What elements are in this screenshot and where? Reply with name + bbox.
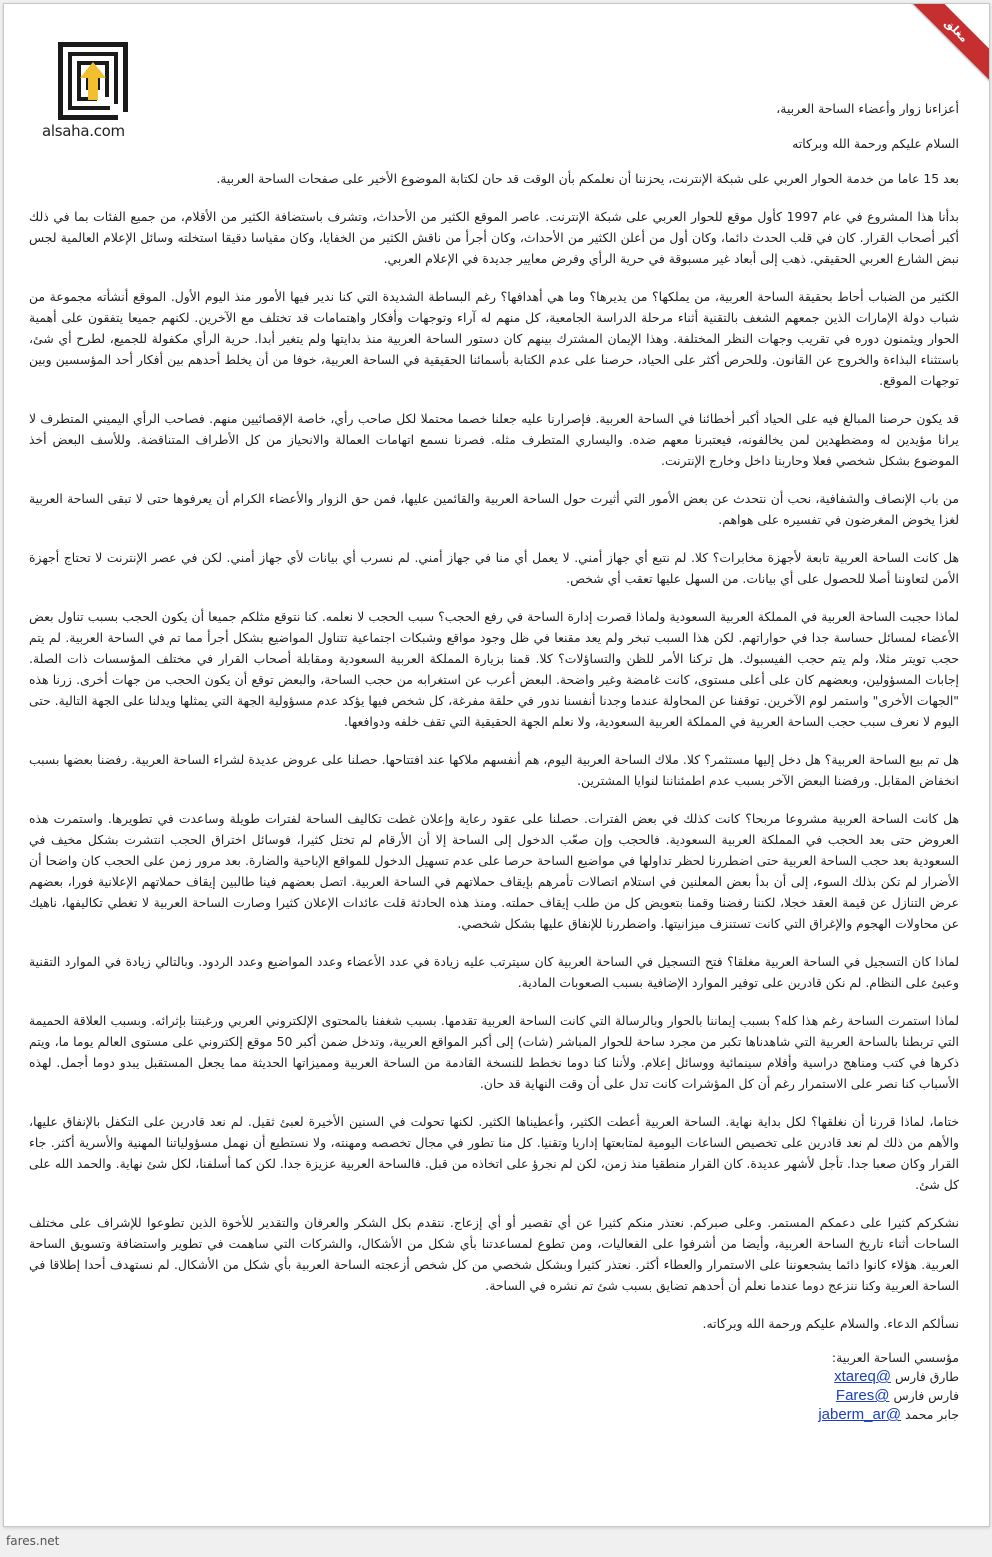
founder-name: جابر محمد xyxy=(905,1407,959,1422)
paragraph: بدأنا هذا المشروع في عام 1997 كأول موقع للحوار العربي على شبكة الإنترنت. عاصر الموقع الكثير من الأحداث، وتشرف باستضافة الكثير من الأقلام، من جميع الفئات بما في ذلك أكبر أصحاب القرار. كان في قلب الحدث دائما، وكان أول من أعلن الكثير من الأحداث، وكان أجرأ من ناقش الكثير من الخفايا، وكان مقياسا دقيقا استخلته وسائل الإعلام العالمية لجس نبض الشارع العربي الحقيقي. ذهب إلى أبعاد غير مسبوقة في حرية الرأي وفرض معايير جديدة في الإعلام العربي. xyxy=(29,209,960,266)
founders-heading: مؤسسي الساحة العربية: xyxy=(831,1350,959,1365)
paragraph: لماذا كان التسجيل في الساحة العربية مغلقا؟ فتح التسجيل في الساحة العربية كان سيترتب عليه زيادة في عدد الأعضاء وعدد المواضيع وعدد الردود. وبالتالي زيادة في الموارد التقنية وعبئ على النظام. لم نكن قادرين على توفير الموارد الإضافية بسبب الصعوبات المادية. xyxy=(29,954,959,990)
paragraph: هل تم بيع الساحة العربية؟ هل دخل إليها مستثمر؟ كلا. ملاك الساحة العربية اليوم، هم أنفسهم ملاكها عند افتتاحها. حصلنا على عروض عديدة لشراء الساحة العربية. رفضنا بعضها بسبب انخفاض المقابل. ورفضنا البعض الآخر بسبب عدم اطمئناننا لنوايا المشترين. xyxy=(29,752,959,788)
logo-text: alsaha.com xyxy=(42,122,125,140)
paragraph: بعد 15 عاما من خدمة الحوار العربي على شبكة الإنترنت، يحزننا أن نعلمكم بأن الوقت قد حان لكتابة الموضوع الأخير على صفحات الساحة العربية. xyxy=(216,171,959,186)
letter-body xyxy=(29,98,959,1424)
letter-card xyxy=(3,3,990,1527)
founders-signature xyxy=(29,1348,959,1424)
founder-row xyxy=(29,1367,959,1386)
founder-row xyxy=(29,1405,959,1424)
founder-row xyxy=(29,1386,959,1405)
founder-name: طارق فارس xyxy=(895,1369,959,1384)
paragraph: ختاما، لماذا قررنا أن نغلقها؟ لكل بداية نهاية. الساحة العربية أعطت الكثير، وأعطيناها الكثير. لكنها تحولت في السنين الأخيرة لعبئ ثقيل. لم نعد قادرين على التكفل بالإنفاق عليها، والأهم من ذلك لم نعد قادرين على تخصيص الساعات اليومية لمتابعتها إداريا وتقنيا. كل منا تطور في مجال تخصصه ومهنته، ولا نستطيع أن نهمل مسؤولياتنا المهنية والأسرية أكثر. جاء القرار وكان صعبا جدا. تأجل لأشهر عديدة. كان القرار منطقيا منذ زمن، لكن لم نجرؤ على اتخاذه من قبل. فالساحة العربية عزيزة جدا. لكن كما أسلفنا، لكل شئ نهاية. والحمد الله على كل شئ. xyxy=(29,1114,959,1192)
paragraph: الكثير من الضباب أحاط بحقيقة الساحة العربية، من يملكها؟ من يديرها؟ وما هي أهدافها؟ رغم البساطة الشديدة التي كنا ندير فيها الأمور منذ اليوم الأول. الموقع أنشأته مجموعة من شباب دولة الإمارات الذين جمعهم الشغف بالتقنية أثناء مرحلة الدراسة الجامعية، كل منهم له آراء وتوجهات وأفكار واهتمامات قد تختلف مع الآخرين. لكنهم جميعا يتفقون على أهمية الحوار ويثمنون دوره في تقريب وجهات النظر المختلفة. وهذا الإيمان المشترك بينهم كان دستور الساحة العربية منذ بدايتها ولم يتغير أبدا. حرية الرأي مكفولة للجميع، لطرح أي شئ، باستثناء البذاءة والخروج عن القانون. وللحرص أكثر على الحياد، حرصنا على عدم الكتابة بأسمائنا الحقيقية في الساحة العربية، خوفا من أن يخلط أحدهم بين أفكار أحد المؤسسين وبين توجهات الموقع. xyxy=(29,289,959,388)
paragraph: هل كانت الساحة العربية مشروعا مربحا؟ كانت كذلك في بعض الفترات. حصلنا على عقود رعاية وإعلان غطت تكاليف الساحة لفترات طويلة وساعدت في تطويرها. واستمرت هذه العروض حتى بعد الحجب في المملكة العربية السعودية. فالحجب وإن صعّب الدخول إلى الساحة إلا أن الأرقام لم تختل كثيرا، فوسائل اختراق الحجب انتشرت بشكل مخيف في السعودية بعد حجب الساحة العربية حتى اضطررنا لحظر تداولها في مواضيع الساحة حرصا على عدم تسهيل الدخول للمواقع الإباحية والضارة. بعد مرور زمن على الحجب كان واضحا أن الأضرار لم تكن بذلك السوء، إلى أن بدأ بعض المعلنين في استلام اتصالات تأمرهم بإيقاف حملاتهم في الساحة العربية. اتصل بعضهم فينا طالبين إيقاف حملاتهم الإعلانية فورا، بعضهم عرض التنازل عن قيمة العقد خجلا، لكننا رفضنا وقمنا بتعويض كل من طلب إيقاف حملته. ومنذ هذه الحادثة قلت عائدات الإعلان كثيرا وصارت الساحة العربية لا تغطي تكاليفها، ناهيك عن محاولات الهجوم والإغراق التي كانت تستنزف ميزانيتها. واضطررنا للإنفاق عليها بشكل شخصي. xyxy=(29,811,959,931)
founder-twitter-link[interactable]: @xtareq xyxy=(834,1368,892,1385)
footer-link[interactable]: fares.net xyxy=(6,1534,60,1548)
closed-ribbon-label: مغلق xyxy=(895,3,990,92)
paragraph: لماذا حجبت الساحة العربية في المملكة العربية السعودية ولماذا قصرت إدارة الساحة في رفع الحجب؟ سبب الحجب لا نعلمه. كنا نتوقع مثلكم جميعا أن يكون الحجب بسبب تناول بعض الأعضاء لمسائل حساسة جدا في حواراتهم. لكن هذا السبب تبخر ولم يعد مقنعا في ظل وجود مواقع وشبكات اجتماعية تتناول المواضيع بشكل أجرأ مما تم في الساحة العربية. لم يتم حجب تويتر مثلا، ولم يتم حجب الفيسبوك. هل تركنا الأمر للظن والتساؤلات؟ كلا. قمنا بزيارة المملكة العربية السعودية ومقابلة أصحاب القرار في مختلف المؤسسات ذات الصلة. إجابات المسؤولين، وبعضهم كان على أعلى مستوى، كانت غامضة وغير واضحة. البعض أعرب عن استغرابه من حجب الساحة، والبعض توقع أن يكون الحجب من جهات أخرى. زرنا هذه "الجهات الأخرى" واستمر لوم الآخرين. توقفنا عن المحاولة عندما وجدنا أنفسنا ندور في حلقة مفرغة، كل شخص فيها يؤكد عدم مسؤولية الجهة التي يمثلها ويدلنا على الجهة التالية. حتى اليوم لا نعرف سبب حجب الساحة العربية في المملكة العربية السعودية، ولا نعلم الجهة الحقيقية التي تقف خلفه ودوافعها. xyxy=(29,609,959,729)
closed-ribbon xyxy=(895,3,990,98)
founder-twitter-link[interactable]: @jaberm_ar xyxy=(818,1406,902,1423)
paragraph: نشكركم كثيرا على دعمكم المستمر. وعلى صبركم. نعتذر منكم كثيرا عن أي تقصير أو أي إزعاج. نتقدم بكل الشكر والعرفان والتقدير للأخوة الذين تطوعوا للإشراف على مختلف الساحات أثناء تاريخ الساحة العربية، وأيضا من أشرفوا على الفعاليات، ومن تطوع لمساعدتنا بأي شكل من الأشكال، والشركات التي ساهمت في تطوير واستضافة وتسويق الساحة العربية. هؤلاء كانوا دائما يشجعوننا على الاستمرار والعطاء أكثر. نعتذر كثيرا وبشكل شخصي من كل شخص أزعجته الساحة العربية بأي شكل من الأشكال. لم نستهدف أحدا إطلاقا في الساحة العربية وكنا ننزعج دوما عندما نعلم أن أحدهم تضايق بسبب شئ تم نشره في الساحة. xyxy=(29,1215,959,1293)
closing: نسألكم الدعاء. والسلام عليكم ورحمة الله وبركاته. xyxy=(702,1316,959,1331)
paragraph: من باب الإنصاف والشفافية، نحب أن نتحدث عن بعض الأمور التي أثيرت حول الساحة العربية والقائمين عليها، فمن حق الزوار والأعضاء الكرام أن يعرفوها حتى لا تبقى الساحة العربية لغزا يخوض المغرضون في تفسيره على هواهم. xyxy=(29,491,959,527)
paragraph: قد يكون حرصنا المبالغ فيه على الحياد أكبر أخطائنا في الساحة العربية. فإصرارنا عليه جعلنا خصما محتملا لكل صاحب رأي، خاصة الإقصائيين منهم. فصاحب الرأي اليميني المتطرف لا يرانا مؤيدين له ومضطهدين لمن يخالفونه، فيعتبرنا معهم ضده. واليساري المتطرف مثله. فصرنا نسمع اتهامات العمالة والانحياز من كل الأطراف المتناقضة. وللأسف البعض أخذ الموضوع بشكل شخصي فعلا وحاربنا داخل وخارج الإنترنت. xyxy=(29,411,959,468)
paragraph: هل كانت الساحة العربية تابعة لأجهزة مخابرات؟ كلا. لم نتبع أي جهاز أمني. لا يعمل أي منا في جهاز أمني. لم نسرب أي بيانات لأي جهاز أمني. لكن في عصر الإنترنت لا تحتاج أجهزة الأمن لتعاوننا أصلا للحصول على أي بيانات. من السهل عليها تعقب أي شخص. xyxy=(29,550,959,586)
salutation: السلام عليكم ورحمة الله وبركاته xyxy=(792,136,959,151)
founder-twitter-link[interactable]: @Fares xyxy=(835,1387,890,1404)
greeting: أعزاءنا زوار وأعضاء الساحة العربية، xyxy=(776,101,959,116)
paragraph: لماذا استمرت الساحة رغم هذا كله؟ بسبب إيماننا بالحوار وبالرسالة التي كانت الساحة العربية تقدمها. بسبب شغفنا بالمحتوى الإلكتروني العربي ورغبتنا بإثرائه. وبسبب العلاقة الحميمة التي تربطنا بالساحة العربية التي شاهدناها تكبر من مجرد ساحة للحوار المباشر (شات) إلى أكبر المواقع العربية، وتدخل ضمن أكبر 50 موقع إلكتروني على مستوى العالم يوما ما، ويتم ذكرها في كتب ومناهج دراسية وأفلام سينمائية ووسائل إعلام. ولأننا كنا دوما نخطط للنسخة القادمة من الساحة العربية ومميزاتها الحديثة مما يجعل المستقبل يبدو دوما أجمل. لهذه الأسباب كنا نصر على الاستمرار رغم أن كل المؤشرات كانت تدل على أن وقت النهاية قد حان. xyxy=(29,1013,959,1091)
founder-name: فارس فارس xyxy=(893,1388,959,1403)
